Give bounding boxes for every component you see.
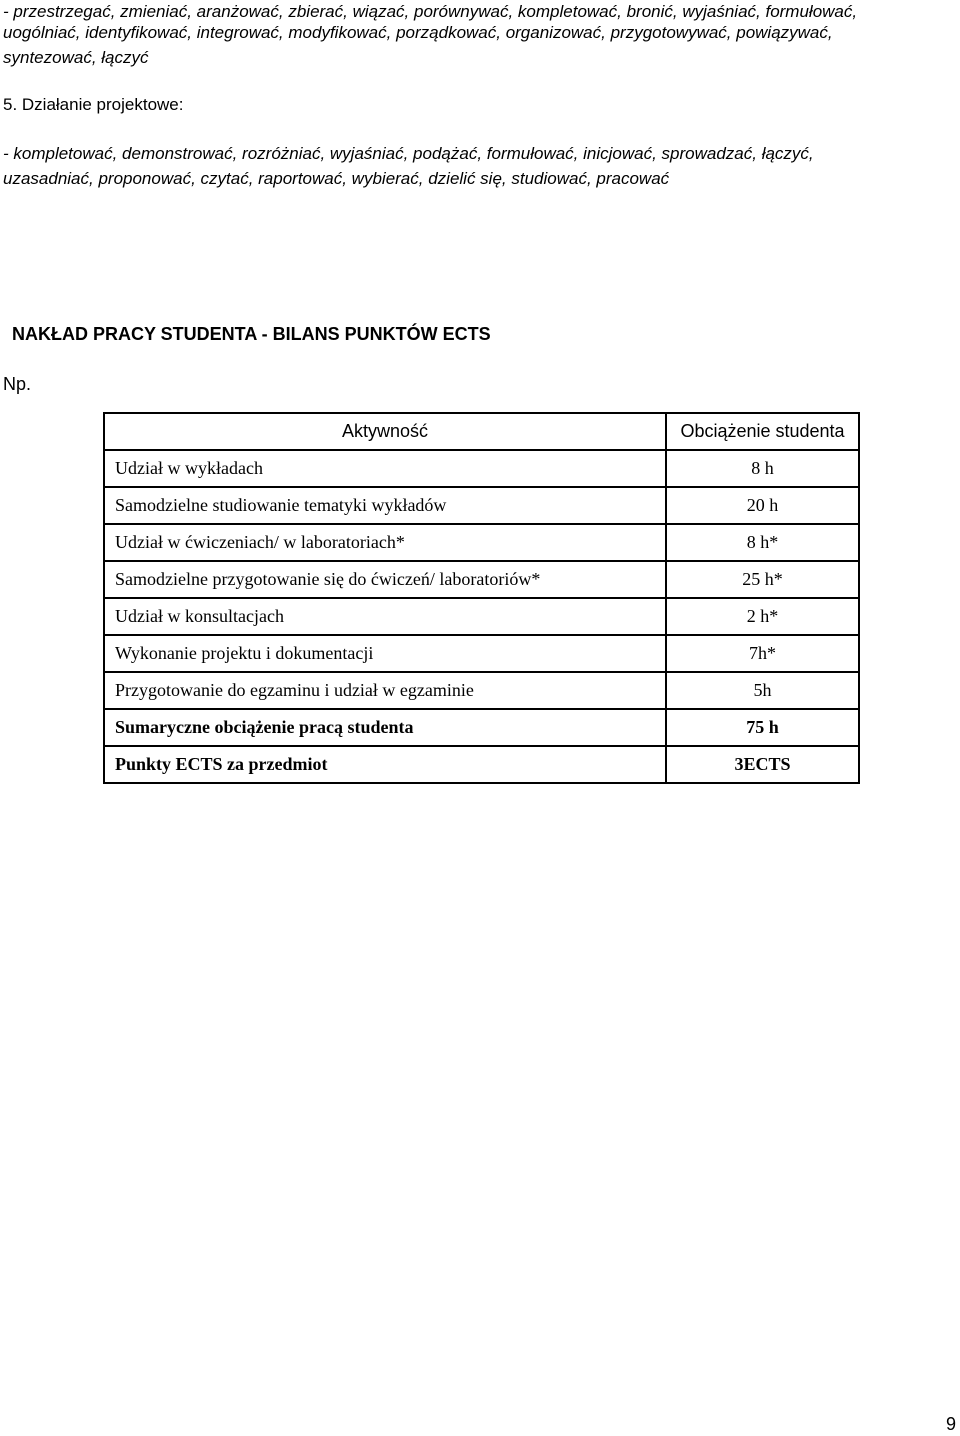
ects-table xyxy=(103,412,860,784)
load-cell: 8 h xyxy=(666,450,859,487)
project-section-title: 5. Działanie projektowe: xyxy=(3,95,184,114)
np-label: Np. xyxy=(3,374,32,394)
project-line-1: - kompletować, demonstrować, rozróżniać, wyjaśniać, podążać, formułować, inicjować, sprowadzać, łączyć, xyxy=(3,144,814,163)
total-workload-value: 75 h xyxy=(666,709,859,746)
load-cell: 8 h* xyxy=(666,524,859,561)
load-cell: 20 h xyxy=(666,487,859,524)
table-row xyxy=(104,450,859,487)
ects-points-label: Punkty ECTS za przedmiot xyxy=(104,746,666,783)
header-activity: Aktywność xyxy=(104,413,666,450)
load-cell: 25 h* xyxy=(666,561,859,598)
activity-cell: Samodzielne studiowanie tematyki wykładów xyxy=(104,487,666,524)
load-cell: 5h xyxy=(666,672,859,709)
load-cell: 7h* xyxy=(666,635,859,672)
intro-line-3: syntezować, łączyć xyxy=(3,48,149,67)
activity-cell: Wykonanie projektu i dokumentacji xyxy=(104,635,666,672)
table-row xyxy=(104,487,859,524)
project-line-2: uzasadniać, proponować, czytać, raportować, wybierać, dzielić się, studiować, pracować xyxy=(3,169,670,188)
table-header-row xyxy=(104,413,859,450)
table-row xyxy=(104,598,859,635)
load-cell: 2 h* xyxy=(666,598,859,635)
intro-line-1: - przestrzegać, zmieniać, aranżować, zbierać, wiązać, porównywać, kompletować, bronić, wyjaśniać, formułować, xyxy=(3,2,858,21)
workload-title: NAKŁAD PRACY STUDENTA - BILANS PUNKTÓW ECTS xyxy=(12,324,491,344)
activity-cell: Udział w wykładach xyxy=(104,450,666,487)
header-load: Obciążenie studenta xyxy=(666,413,859,450)
activity-cell: Samodzielne przygotowanie się do ćwiczeń/ laboratoriów* xyxy=(104,561,666,598)
table-row xyxy=(104,524,859,561)
total-workload-label: Sumaryczne obciążenie pracą studenta xyxy=(104,709,666,746)
table-row xyxy=(104,561,859,598)
activity-cell: Udział w ćwiczeniach/ w laboratoriach* xyxy=(104,524,666,561)
page-number: 9 xyxy=(945,1414,956,1434)
table-row xyxy=(104,672,859,709)
activity-cell: Udział w konsultacjach xyxy=(104,598,666,635)
table-row xyxy=(104,635,859,672)
summary-row-ects xyxy=(104,746,859,783)
ects-points-value: 3ECTS xyxy=(666,746,859,783)
activity-cell: Przygotowanie do egzaminu i udział w egzaminie xyxy=(104,672,666,709)
summary-row-total xyxy=(104,709,859,746)
intro-line-2: uogólniać, identyfikować, integrować, modyfikować, porządkować, organizować, przygotowywać, powiązywać, xyxy=(3,23,833,42)
